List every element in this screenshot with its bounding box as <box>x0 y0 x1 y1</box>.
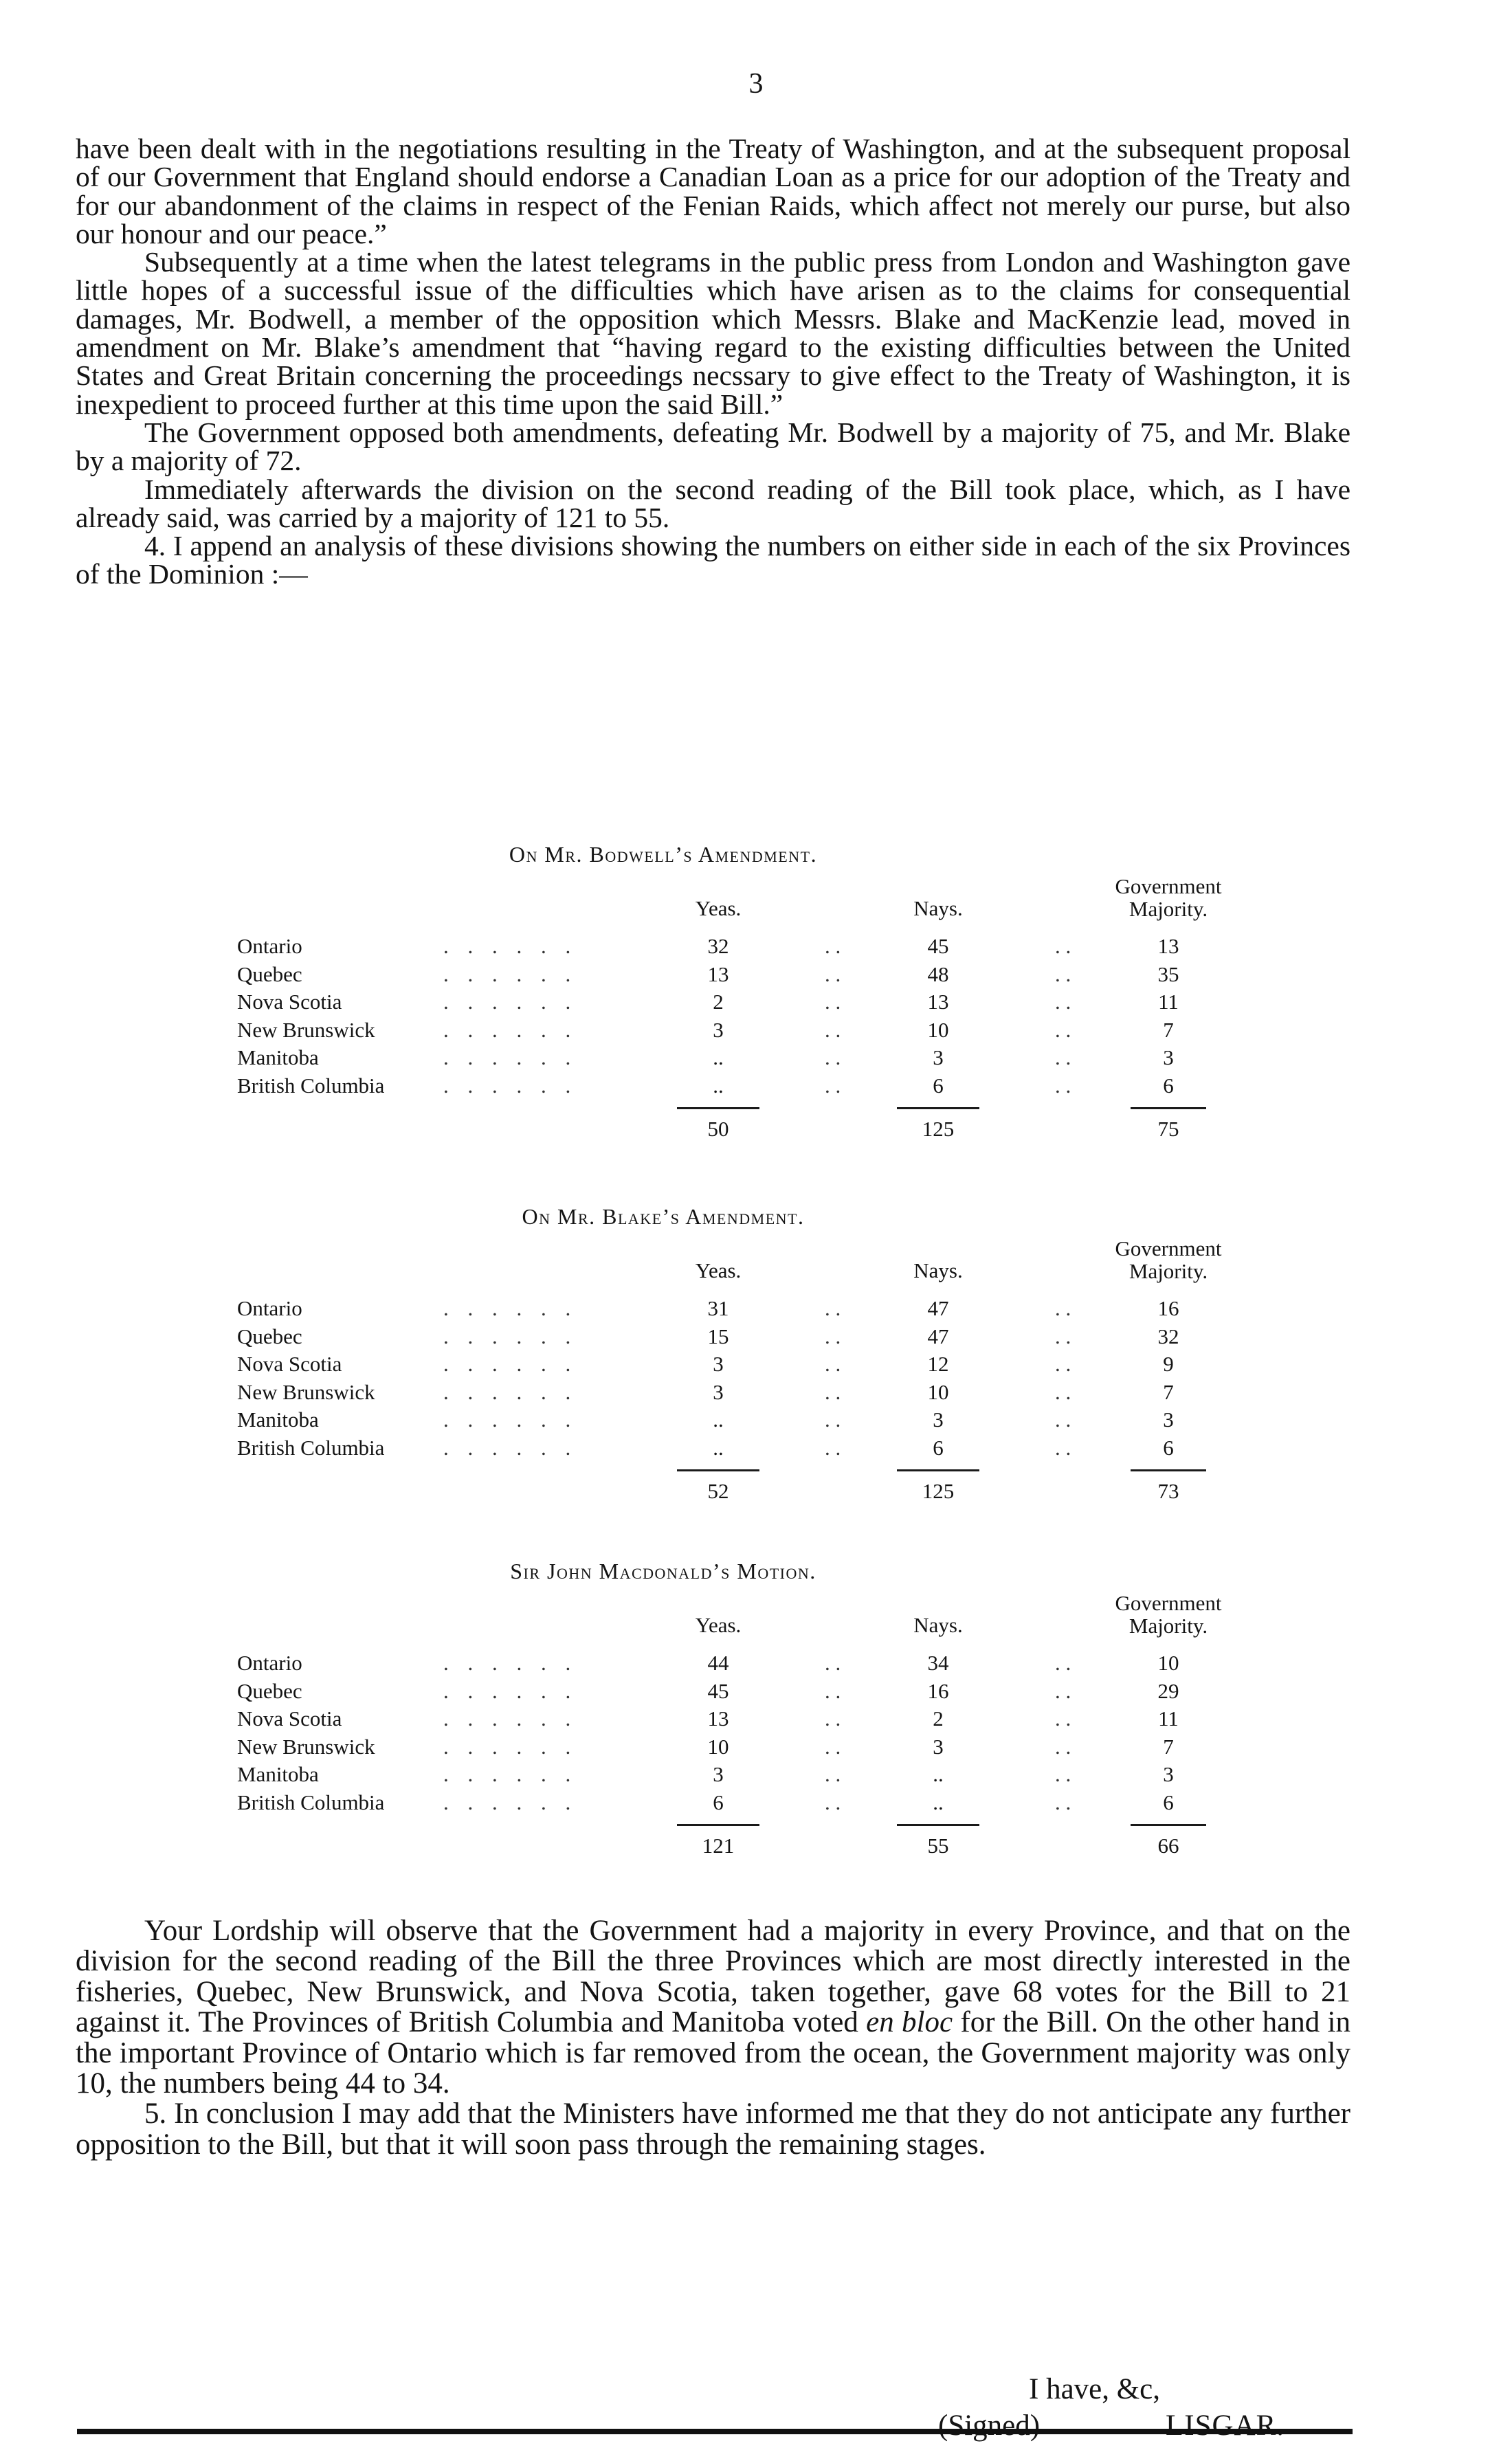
yeas-cell: .. <box>713 1073 724 1098</box>
leader-dots: . . <box>825 1352 841 1376</box>
prose-top <box>76 135 1350 589</box>
leader-dots: . . <box>825 1379 841 1404</box>
province-cell: New Brunswick <box>237 1734 375 1759</box>
yeas-cell: 44 <box>707 1651 729 1675</box>
leader-dots: . . <box>825 1073 841 1098</box>
leader-dots: . . <box>825 1017 841 1042</box>
division-table-macdonald <box>237 1559 1302 1902</box>
nays-cell: 12 <box>927 1352 949 1376</box>
province-cell: Manitoba <box>237 1762 319 1786</box>
header-majority: Government Majority. <box>1115 1236 1222 1283</box>
table-row <box>237 1016 1302 1045</box>
paragraph: have been dealt with in the negotiations resulting in the Treaty of Washington, and at the subsequent proposal of our Government that England should endorse a Canadian Loan as a price for our adoption of the Treaty and for our abandonment of the claims in respect of the Fenian Raids, which affect not merely our purse, but also our honour and our peace.” <box>76 133 1350 249</box>
table-row <box>237 933 1302 961</box>
signed-label: (Signed) <box>938 2410 1041 2442</box>
total-nays: 55 <box>927 1834 949 1858</box>
leader-dots: . . . . . . <box>443 1296 578 1320</box>
paragraph: 4. I append an analysis of these divisions showing the numbers on either side in each of the six Provinces of the Dominion :— <box>76 530 1350 590</box>
yeas-cell: 15 <box>707 1324 729 1348</box>
header-majority: Government Majority. <box>1115 1591 1222 1638</box>
total-majority: 75 <box>1157 1117 1179 1141</box>
leader-dots: . . <box>825 1706 841 1731</box>
yeas-cell: 3 <box>713 1379 724 1404</box>
header-nays: Nays. <box>913 896 963 920</box>
yeas-cell: 13 <box>707 1706 729 1731</box>
leader-dots: . . . . . . <box>443 1017 578 1042</box>
nays-cell: 6 <box>933 1073 944 1098</box>
paragraph <box>76 2099 1350 2160</box>
table-row <box>237 1379 1302 1407</box>
table-rows <box>237 933 1302 1100</box>
leader-dots: . . . . . . <box>443 1379 578 1404</box>
leader-dots: . . <box>825 1651 841 1675</box>
table-row <box>237 1323 1302 1351</box>
nays-cell: .. <box>933 1790 944 1814</box>
table-row <box>237 1649 1302 1678</box>
header-yeas: Yeas. <box>695 1258 742 1282</box>
table-row <box>237 1072 1302 1100</box>
nays-cell: 10 <box>927 1379 949 1404</box>
paragraph-text: 5. In conclusion I may add that the Ministers have informed me that they do not anticipate any further opposition to the Bill, but that it will soon pass through the remaining stages. <box>76 2098 1350 2161</box>
leader-dots: . . <box>1055 1045 1071 1069</box>
leader-dots: . . <box>1055 934 1071 958</box>
nays-cell: 48 <box>927 961 949 986</box>
table-row <box>237 988 1302 1016</box>
yeas-cell: 3 <box>713 1762 724 1786</box>
paragraph: The Government opposed both amendments, defeating Mr. Bodwell by a majority of 75, and Mr. Blake by a majority of 72. <box>76 416 1350 477</box>
leader-dots: . . . . . . <box>443 1352 578 1376</box>
province-cell: Manitoba <box>237 1407 319 1432</box>
sum-rule <box>897 1824 979 1826</box>
leader-dots: . . <box>825 934 841 958</box>
sum-rule <box>897 1107 979 1109</box>
table-row <box>237 1434 1302 1462</box>
province-cell: Manitoba <box>237 1045 319 1069</box>
nays-cell: 10 <box>927 1017 949 1042</box>
sum-rule <box>677 1824 759 1826</box>
leader-dots: . . <box>1055 1790 1071 1814</box>
emphasis-text: en bloc <box>866 2006 953 2039</box>
province-cell: New Brunswick <box>237 1017 375 1042</box>
leader-dots: . . <box>1055 1073 1071 1098</box>
yeas-cell: 3 <box>713 1017 724 1042</box>
header-majority: Government Majority. <box>1115 874 1222 921</box>
leader-dots: . . <box>1055 1407 1071 1432</box>
yeas-cell: 6 <box>713 1790 724 1814</box>
leader-dots: . . <box>1055 1435 1071 1460</box>
province-cell: Ontario <box>237 1296 302 1320</box>
majority-cell: 29 <box>1157 1678 1179 1703</box>
leader-dots: . . <box>825 1762 841 1786</box>
leader-dots: . . <box>1055 1762 1071 1786</box>
majority-cell: 3 <box>1163 1762 1174 1786</box>
total-nays: 125 <box>922 1117 955 1141</box>
leader-dots: . . <box>825 1407 841 1432</box>
table-row <box>237 1295 1302 1323</box>
province-cell: Ontario <box>237 1651 302 1675</box>
majority-cell: 16 <box>1157 1296 1179 1320</box>
leader-dots: . . <box>1055 961 1071 986</box>
leader-dots: . . . . . . <box>443 1734 578 1759</box>
totals-row <box>237 1834 1302 1864</box>
paragraph: Subsequently at a time when the latest telegrams in the public press from London and Washington gave little hopes of a successful issue of the difficulties which have arisen as to the claims for consequential damages, Mr. Bodwell, a member of the opposition which Messrs. Blake and MacKenzie lead, moved in amendment on Mr. Blake’s amendment that “having regard to the existing difficulties between the United States and Great Britain concerning the proceedings necssary to give effect to the Treaty of Washington, it is inexpedient to proceed further at this time upon the said Bill.” <box>76 246 1350 420</box>
yeas-cell: .. <box>713 1435 724 1460</box>
nays-cell: 47 <box>927 1324 949 1348</box>
majority-cell: 6 <box>1163 1790 1174 1814</box>
sum-rule <box>897 1469 979 1471</box>
table-rows <box>237 1649 1302 1816</box>
leader-dots: . . . . . . <box>443 934 578 958</box>
province-cell: Nova Scotia <box>237 1352 342 1376</box>
table-row <box>237 1733 1302 1761</box>
yeas-cell: 31 <box>707 1296 729 1320</box>
majority-cell: 32 <box>1157 1324 1179 1348</box>
table-title: Sir John Macdonald’s Motion. <box>510 1559 816 1583</box>
leader-dots: . . <box>825 1790 841 1814</box>
signatory-name: LISGAR. <box>1166 2410 1285 2442</box>
majority-cell: 3 <box>1163 1407 1174 1432</box>
leader-dots: . . <box>1055 1324 1071 1348</box>
leader-dots: . . . . . . <box>443 1790 578 1814</box>
nays-cell: 45 <box>927 934 949 958</box>
nays-cell: 34 <box>927 1651 949 1675</box>
province-cell: British Columbia <box>237 1790 385 1814</box>
page-number: 3 <box>748 68 764 100</box>
leader-dots: . . <box>1055 1017 1071 1042</box>
leader-dots: . . <box>1055 1678 1071 1703</box>
province-cell: Nova Scotia <box>237 1706 342 1731</box>
leader-dots: . . . . . . <box>443 961 578 986</box>
majority-cell: 9 <box>1163 1352 1174 1376</box>
table-row <box>237 1705 1302 1733</box>
yeas-cell: 3 <box>713 1352 724 1376</box>
totals-row <box>237 1117 1302 1147</box>
sum-rule <box>677 1107 759 1109</box>
header-yeas: Yeas. <box>695 1613 742 1637</box>
leader-dots: . . . . . . <box>443 990 578 1014</box>
table-title: On Mr. Blake’s Amendment. <box>522 1204 805 1229</box>
leader-dots: . . <box>1055 1379 1071 1404</box>
yeas-cell: .. <box>713 1045 724 1069</box>
majority-cell: 3 <box>1163 1045 1174 1069</box>
table-row <box>237 1761 1302 1789</box>
table-row <box>237 1350 1302 1379</box>
leader-dots: . . <box>825 961 841 986</box>
division-table-blake <box>237 1204 1302 1548</box>
majority-cell: 11 <box>1158 990 1179 1014</box>
leader-dots: . . <box>825 1324 841 1348</box>
majority-cell: 10 <box>1157 1651 1179 1675</box>
province-cell: Quebec <box>237 961 302 986</box>
majority-cell: 7 <box>1163 1734 1174 1759</box>
majority-cell: 6 <box>1163 1073 1174 1098</box>
sum-rule <box>1131 1107 1206 1109</box>
header-yeas: Yeas. <box>695 896 742 920</box>
table-title: On Mr. Bodwell’s Amendment. <box>509 842 818 867</box>
leader-dots: . . <box>825 1045 841 1069</box>
leader-dots: . . . . . . <box>443 1073 578 1098</box>
yeas-cell: 10 <box>707 1734 729 1759</box>
leader-dots: . . <box>825 1678 841 1703</box>
total-yeas: 52 <box>707 1479 729 1503</box>
majority-cell: 7 <box>1163 1017 1174 1042</box>
majority-cell: 6 <box>1163 1435 1174 1460</box>
prose-bottom <box>76 1916 1350 2160</box>
leader-dots: . . <box>1055 1296 1071 1320</box>
nays-cell: 13 <box>927 990 949 1014</box>
table-row <box>237 1044 1302 1072</box>
majority-cell: 35 <box>1157 961 1179 986</box>
header-nays: Nays. <box>913 1258 963 1282</box>
majority-cell: 7 <box>1163 1379 1174 1404</box>
table-row <box>237 1406 1302 1434</box>
paragraph-text: Your Lordship will observe that the Government had a majority in every Province, and that on the division for the second reading of the Bill the three Provinces which are most directly interested in the fisheries, Quebec, New Brunswick, and Nova Scotia, taken together, gave 68 votes for the Bill to 21 against it. The Provinces of British Columbia and Manitoba voted <box>76 1915 1350 2039</box>
leader-dots: . . <box>1055 1734 1071 1759</box>
header-nays: Nays. <box>913 1613 963 1637</box>
yeas-cell: 45 <box>707 1678 729 1703</box>
province-cell: New Brunswick <box>237 1379 375 1404</box>
majority-cell: 11 <box>1158 1706 1179 1731</box>
yeas-cell: 2 <box>713 990 724 1014</box>
leader-dots: . . . . . . <box>443 1678 578 1703</box>
paragraph <box>76 1916 1350 2099</box>
yeas-cell: 13 <box>707 961 729 986</box>
sum-rule <box>1131 1824 1206 1826</box>
nays-cell: 3 <box>933 1407 944 1432</box>
nays-cell: 16 <box>927 1678 949 1703</box>
nays-cell: .. <box>933 1762 944 1786</box>
province-cell: British Columbia <box>237 1435 385 1460</box>
total-majority: 66 <box>1157 1834 1179 1858</box>
paragraph-text: for the Bill. On the other hand in the important Province of Ontario which is far removed from the ocean, the Government majority was only 10, the numbers being 44 to 34. <box>76 2006 1350 2100</box>
table-row <box>237 1678 1302 1706</box>
leader-dots: . . . . . . <box>443 1324 578 1348</box>
total-yeas: 121 <box>702 1834 735 1858</box>
majority-cell: 13 <box>1157 934 1179 958</box>
nays-cell: 3 <box>933 1734 944 1759</box>
leader-dots: . . . . . . <box>443 1407 578 1432</box>
leader-dots: . . . . . . <box>443 1435 578 1460</box>
leader-dots: . . <box>825 1435 841 1460</box>
yeas-cell: .. <box>713 1407 724 1432</box>
leader-dots: . . <box>825 990 841 1014</box>
table-rows <box>237 1295 1302 1462</box>
leader-dots: . . . . . . <box>443 1651 578 1675</box>
province-cell: Nova Scotia <box>237 990 342 1014</box>
paragraph: Immediately afterwards the division on the second reading of the Bill took place, which, as I have already said, was carried by a majority of 121 to 55. <box>76 473 1350 533</box>
province-cell: Quebec <box>237 1324 302 1348</box>
totals-row <box>237 1479 1302 1509</box>
nays-cell: 2 <box>933 1706 944 1731</box>
nays-cell: 6 <box>933 1435 944 1460</box>
province-cell: Quebec <box>237 1678 302 1703</box>
total-yeas: 50 <box>707 1117 729 1141</box>
province-cell: Ontario <box>237 934 302 958</box>
leader-dots: . . <box>1055 1706 1071 1731</box>
table-row <box>237 1789 1302 1817</box>
total-majority: 73 <box>1157 1479 1179 1503</box>
leader-dots: . . . . . . <box>443 1762 578 1786</box>
leader-dots: . . <box>825 1734 841 1759</box>
province-cell: British Columbia <box>237 1073 385 1098</box>
leader-dots: . . . . . . <box>443 1045 578 1069</box>
salutation: I have, &c, <box>1029 2373 1161 2405</box>
total-nays: 125 <box>922 1479 955 1503</box>
leader-dots: . . <box>825 1296 841 1320</box>
leader-dots: . . <box>1055 1651 1071 1675</box>
table-row <box>237 961 1302 989</box>
leader-dots: . . <box>1055 990 1071 1014</box>
leader-dots: . . <box>1055 1352 1071 1376</box>
sum-rule <box>677 1469 759 1471</box>
nays-cell: 3 <box>933 1045 944 1069</box>
sum-rule <box>1131 1469 1206 1471</box>
yeas-cell: 32 <box>707 934 729 958</box>
leader-dots: . . . . . . <box>443 1706 578 1731</box>
nays-cell: 47 <box>927 1296 949 1320</box>
division-table-bodwell <box>237 842 1302 1186</box>
